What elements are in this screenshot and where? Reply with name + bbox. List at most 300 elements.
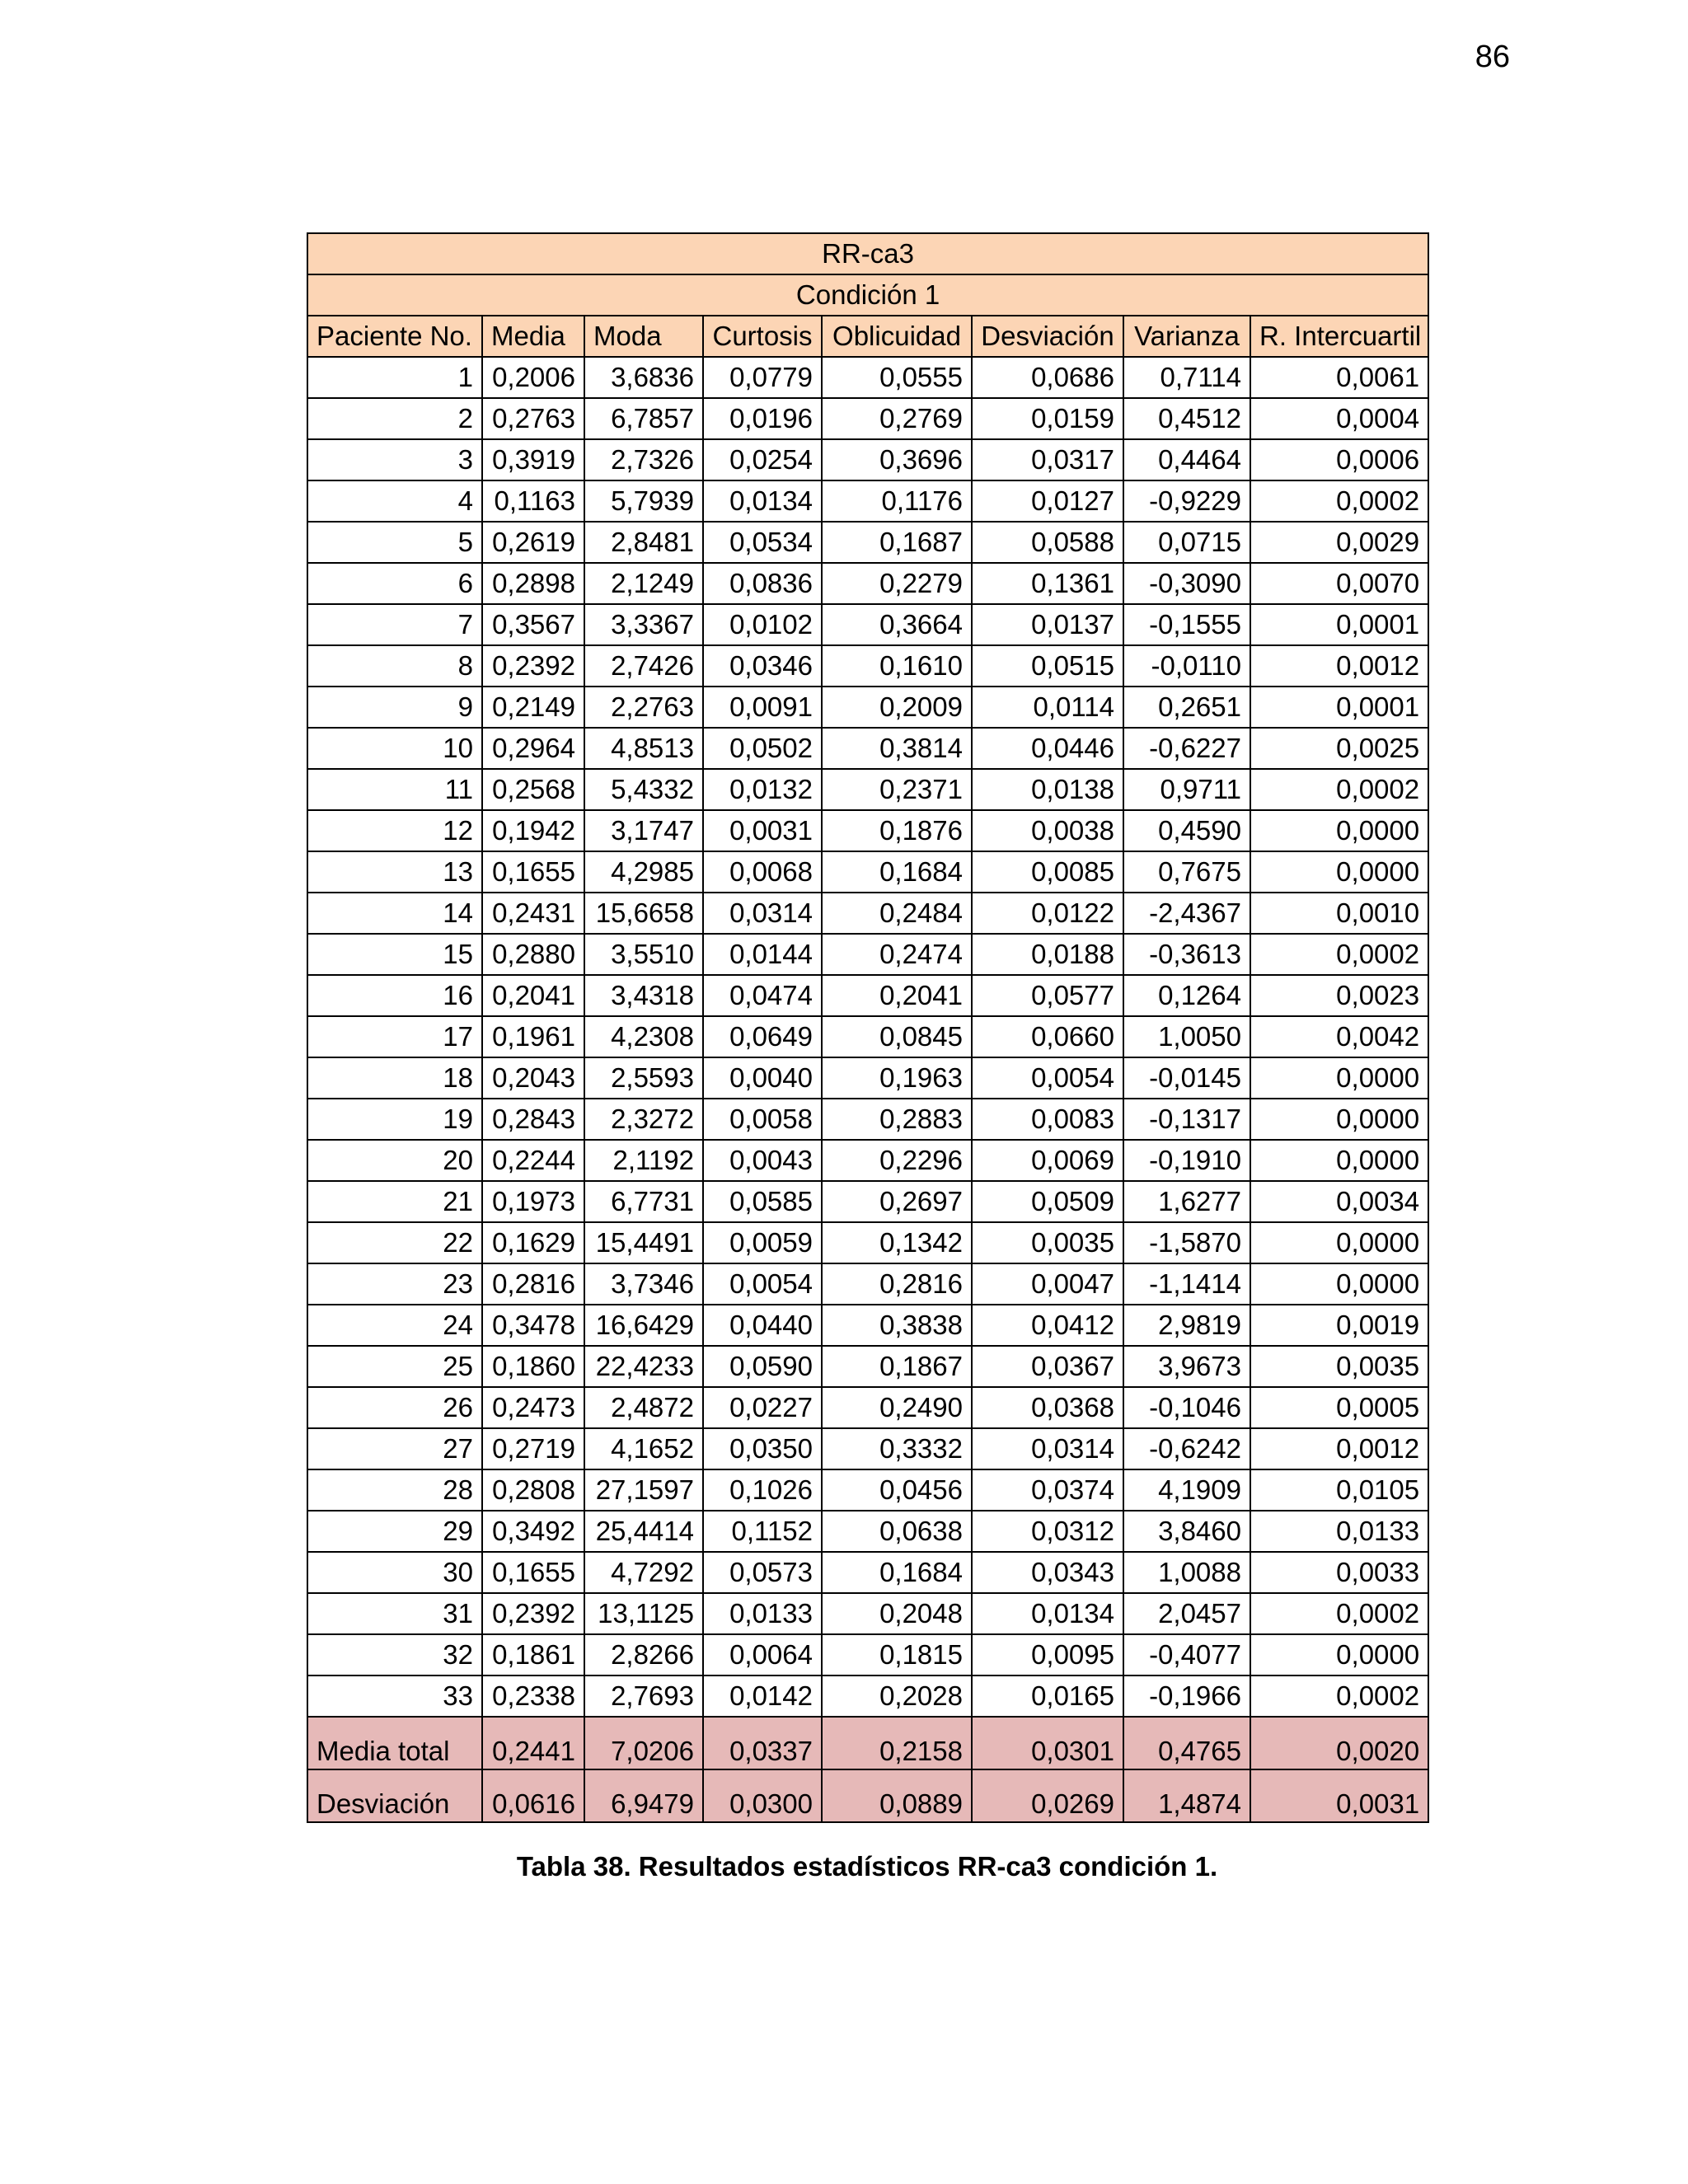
cell-varianza: -0,9229 [1123, 480, 1250, 522]
cell-oblicuidad: 0,3332 [822, 1428, 972, 1469]
header-media: Media [482, 316, 584, 357]
header-oblicuidad: Oblicuidad [822, 316, 972, 357]
table-row [307, 398, 1428, 439]
table-row [307, 1057, 1428, 1099]
cell-desviacion: 0,0368 [972, 1387, 1123, 1428]
cell-oblicuidad: 0,2816 [822, 1263, 972, 1305]
cell-desviacion: 0,0312 [972, 1511, 1123, 1552]
table-row [307, 893, 1428, 934]
summary-cell-curtosis: 0,0337 [703, 1717, 822, 1769]
cell-moda: 4,2308 [584, 1016, 703, 1057]
cell-media: 0,2880 [482, 934, 584, 975]
cell-varianza: 0,7675 [1123, 851, 1250, 893]
cell-curtosis: 0,0054 [703, 1263, 822, 1305]
cell-r-intercuartil: 0,0000 [1250, 1057, 1428, 1099]
table-row [307, 480, 1428, 522]
cell-r-intercuartil: 0,0012 [1250, 1428, 1428, 1469]
cell-curtosis: 0,0134 [703, 480, 822, 522]
cell-oblicuidad: 0,3664 [822, 604, 972, 645]
header-r-intercuartil: R. Intercuartil [1250, 316, 1428, 357]
cell-r-intercuartil: 0,0061 [1250, 357, 1428, 398]
cell-desviacion: 0,0127 [972, 480, 1123, 522]
table-row [307, 769, 1428, 810]
cell-media: 0,1861 [482, 1634, 584, 1675]
cell-desviacion: 0,0122 [972, 893, 1123, 934]
header-desviacion: Desviación [972, 316, 1123, 357]
cell-varianza: -1,1414 [1123, 1263, 1250, 1305]
cell-moda: 4,2985 [584, 851, 703, 893]
cell-media: 0,2041 [482, 975, 584, 1016]
cell-desviacion: 0,0577 [972, 975, 1123, 1016]
cell-r-intercuartil: 0,0000 [1250, 810, 1428, 851]
cell-curtosis: 0,0091 [703, 687, 822, 728]
cell-paciente: 12 [307, 810, 482, 851]
page-number: 86 [1475, 40, 1510, 74]
cell-moda: 3,4318 [584, 975, 703, 1016]
cell-paciente: 24 [307, 1305, 482, 1346]
cell-paciente: 22 [307, 1222, 482, 1263]
cell-curtosis: 0,0133 [703, 1593, 822, 1634]
cell-oblicuidad: 0,3838 [822, 1305, 972, 1346]
cell-oblicuidad: 0,1342 [822, 1222, 972, 1263]
table-caption: Tabla 38. Resultados estadísticos RR-ca3 condición 1. [516, 1851, 1218, 1882]
table-row [307, 1222, 1428, 1263]
cell-media: 0,2431 [482, 893, 584, 934]
cell-r-intercuartil: 0,0033 [1250, 1552, 1428, 1593]
cell-varianza: 2,0457 [1123, 1593, 1250, 1634]
cell-moda: 16,6429 [584, 1305, 703, 1346]
cell-varianza: 0,4464 [1123, 439, 1250, 480]
summary-cell-media: 0,0616 [482, 1769, 584, 1822]
cell-oblicuidad: 0,1815 [822, 1634, 972, 1675]
table-row [307, 1634, 1428, 1675]
cell-r-intercuartil: 0,0023 [1250, 975, 1428, 1016]
cell-media: 0,1961 [482, 1016, 584, 1057]
cell-r-intercuartil: 0,0001 [1250, 687, 1428, 728]
cell-r-intercuartil: 0,0002 [1250, 769, 1428, 810]
cell-varianza: 1,0088 [1123, 1552, 1250, 1593]
cell-desviacion: 0,0509 [972, 1181, 1123, 1222]
cell-media: 0,3567 [482, 604, 584, 645]
table-row [307, 1263, 1428, 1305]
table-row [307, 851, 1428, 893]
cell-media: 0,2006 [482, 357, 584, 398]
table-subtitle-row [307, 274, 1428, 316]
cell-media: 0,3492 [482, 1511, 584, 1552]
cell-oblicuidad: 0,2009 [822, 687, 972, 728]
cell-desviacion: 0,0085 [972, 851, 1123, 893]
cell-varianza: -0,1910 [1123, 1140, 1250, 1181]
cell-oblicuidad: 0,0555 [822, 357, 972, 398]
cell-paciente: 30 [307, 1552, 482, 1593]
table-row [307, 1469, 1428, 1511]
cell-oblicuidad: 0,2041 [822, 975, 972, 1016]
cell-paciente: 8 [307, 645, 482, 687]
cell-moda: 2,7326 [584, 439, 703, 480]
cell-media: 0,2719 [482, 1428, 584, 1469]
table-row [307, 563, 1428, 604]
cell-curtosis: 0,1026 [703, 1469, 822, 1511]
cell-oblicuidad: 0,2697 [822, 1181, 972, 1222]
cell-media: 0,2843 [482, 1099, 584, 1140]
table-row [307, 357, 1428, 398]
stats-table [307, 232, 1429, 1823]
table-row [307, 687, 1428, 728]
cell-paciente: 19 [307, 1099, 482, 1140]
cell-moda: 2,7693 [584, 1675, 703, 1717]
cell-moda: 4,1652 [584, 1428, 703, 1469]
cell-paciente: 10 [307, 728, 482, 769]
cell-varianza: -0,3090 [1123, 563, 1250, 604]
cell-curtosis: 0,0585 [703, 1181, 822, 1222]
cell-r-intercuartil: 0,0002 [1250, 934, 1428, 975]
cell-curtosis: 0,0031 [703, 810, 822, 851]
cell-r-intercuartil: 0,0002 [1250, 1593, 1428, 1634]
cell-desviacion: 0,0047 [972, 1263, 1123, 1305]
cell-paciente: 1 [307, 357, 482, 398]
cell-curtosis: 0,0068 [703, 851, 822, 893]
cell-desviacion: 0,0374 [972, 1469, 1123, 1511]
cell-oblicuidad: 0,1176 [822, 480, 972, 522]
cell-paciente: 15 [307, 934, 482, 975]
cell-varianza: -0,1966 [1123, 1675, 1250, 1717]
cell-oblicuidad: 0,1684 [822, 851, 972, 893]
cell-varianza: -1,5870 [1123, 1222, 1250, 1263]
cell-paciente: 23 [307, 1263, 482, 1305]
cell-r-intercuartil: 0,0042 [1250, 1016, 1428, 1057]
cell-oblicuidad: 0,0845 [822, 1016, 972, 1057]
cell-r-intercuartil: 0,0035 [1250, 1346, 1428, 1387]
cell-media: 0,2043 [482, 1057, 584, 1099]
cell-varianza: 0,9711 [1123, 769, 1250, 810]
cell-curtosis: 0,0132 [703, 769, 822, 810]
cell-desviacion: 0,0660 [972, 1016, 1123, 1057]
cell-varianza: -0,3613 [1123, 934, 1250, 975]
cell-desviacion: 0,0095 [972, 1634, 1123, 1675]
cell-oblicuidad: 0,1687 [822, 522, 972, 563]
cell-paciente: 7 [307, 604, 482, 645]
cell-varianza: -2,4367 [1123, 893, 1250, 934]
summary-cell-r-intercuartil: 0,0031 [1250, 1769, 1428, 1822]
cell-moda: 6,7731 [584, 1181, 703, 1222]
cell-oblicuidad: 0,2769 [822, 398, 972, 439]
cell-curtosis: 0,0573 [703, 1552, 822, 1593]
cell-media: 0,2619 [482, 522, 584, 563]
cell-varianza: 4,1909 [1123, 1469, 1250, 1511]
cell-varianza: 0,2651 [1123, 687, 1250, 728]
cell-oblicuidad: 0,2279 [822, 563, 972, 604]
cell-media: 0,1163 [482, 480, 584, 522]
cell-r-intercuartil: 0,0025 [1250, 728, 1428, 769]
cell-moda: 3,7346 [584, 1263, 703, 1305]
cell-desviacion: 0,0188 [972, 934, 1123, 975]
cell-curtosis: 0,0314 [703, 893, 822, 934]
cell-desviacion: 0,0035 [972, 1222, 1123, 1263]
cell-moda: 15,6658 [584, 893, 703, 934]
cell-oblicuidad: 0,0456 [822, 1469, 972, 1511]
cell-desviacion: 0,0137 [972, 604, 1123, 645]
cell-media: 0,1860 [482, 1346, 584, 1387]
cell-varianza: 2,9819 [1123, 1305, 1250, 1346]
cell-curtosis: 0,0590 [703, 1346, 822, 1387]
cell-r-intercuartil: 0,0002 [1250, 1675, 1428, 1717]
cell-media: 0,2763 [482, 398, 584, 439]
cell-curtosis: 0,0502 [703, 728, 822, 769]
cell-paciente: 13 [307, 851, 482, 893]
table-row [307, 604, 1428, 645]
cell-varianza: -0,6227 [1123, 728, 1250, 769]
cell-r-intercuartil: 0,0010 [1250, 893, 1428, 934]
cell-media: 0,1973 [482, 1181, 584, 1222]
cell-media: 0,2149 [482, 687, 584, 728]
cell-desviacion: 0,0588 [972, 522, 1123, 563]
cell-media: 0,2244 [482, 1140, 584, 1181]
cell-moda: 3,1747 [584, 810, 703, 851]
cell-oblicuidad: 0,3696 [822, 439, 972, 480]
column-header-row [307, 316, 1428, 357]
cell-varianza: -0,0110 [1123, 645, 1250, 687]
cell-oblicuidad: 0,2048 [822, 1593, 972, 1634]
cell-paciente: 20 [307, 1140, 482, 1181]
cell-varianza: 0,1264 [1123, 975, 1250, 1016]
cell-moda: 27,1597 [584, 1469, 703, 1511]
cell-varianza: 0,0715 [1123, 522, 1250, 563]
cell-media: 0,2816 [482, 1263, 584, 1305]
cell-moda: 4,8513 [584, 728, 703, 769]
table-row [307, 1181, 1428, 1222]
summary-cell-desviacion: 0,0301 [972, 1717, 1123, 1769]
cell-paciente: 26 [307, 1387, 482, 1428]
cell-paciente: 14 [307, 893, 482, 934]
cell-desviacion: 0,0686 [972, 357, 1123, 398]
cell-r-intercuartil: 0,0000 [1250, 1263, 1428, 1305]
cell-r-intercuartil: 0,0012 [1250, 645, 1428, 687]
cell-oblicuidad: 0,3814 [822, 728, 972, 769]
cell-paciente: 6 [307, 563, 482, 604]
cell-r-intercuartil: 0,0019 [1250, 1305, 1428, 1346]
cell-paciente: 18 [307, 1057, 482, 1099]
cell-desviacion: 0,0038 [972, 810, 1123, 851]
cell-desviacion: 0,1361 [972, 563, 1123, 604]
cell-moda: 2,5593 [584, 1057, 703, 1099]
cell-varianza: -0,1317 [1123, 1099, 1250, 1140]
cell-paciente: 25 [307, 1346, 482, 1387]
cell-oblicuidad: 0,2490 [822, 1387, 972, 1428]
cell-paciente: 31 [307, 1593, 482, 1634]
table-row [307, 1593, 1428, 1634]
table-title: RR-ca3 [307, 233, 1428, 274]
table-row [307, 439, 1428, 480]
cell-r-intercuartil: 0,0000 [1250, 1140, 1428, 1181]
cell-curtosis: 0,0102 [703, 604, 822, 645]
cell-moda: 3,3367 [584, 604, 703, 645]
cell-paciente: 9 [307, 687, 482, 728]
cell-paciente: 4 [307, 480, 482, 522]
cell-curtosis: 0,0254 [703, 439, 822, 480]
summary-cell-media: 0,2441 [482, 1717, 584, 1769]
cell-varianza: 0,7114 [1123, 357, 1250, 398]
cell-moda: 2,3272 [584, 1099, 703, 1140]
cell-curtosis: 0,0142 [703, 1675, 822, 1717]
summary-cell-desviacion: 0,0269 [972, 1769, 1123, 1822]
cell-moda: 5,7939 [584, 480, 703, 522]
table-row [307, 645, 1428, 687]
cell-r-intercuartil: 0,0133 [1250, 1511, 1428, 1552]
cell-desviacion: 0,0159 [972, 398, 1123, 439]
summary-cell-oblicuidad: 0,0889 [822, 1769, 972, 1822]
cell-paciente: 16 [307, 975, 482, 1016]
table-row [307, 1305, 1428, 1346]
cell-curtosis: 0,0350 [703, 1428, 822, 1469]
cell-moda: 6,7857 [584, 398, 703, 439]
table-row [307, 975, 1428, 1016]
cell-curtosis: 0,0440 [703, 1305, 822, 1346]
cell-paciente: 2 [307, 398, 482, 439]
summary-cell-moda: 7,0206 [584, 1717, 703, 1769]
cell-media: 0,2338 [482, 1675, 584, 1717]
cell-moda: 4,7292 [584, 1552, 703, 1593]
cell-curtosis: 0,0196 [703, 398, 822, 439]
cell-oblicuidad: 0,2371 [822, 769, 972, 810]
cell-oblicuidad: 0,1867 [822, 1346, 972, 1387]
cell-desviacion: 0,0069 [972, 1140, 1123, 1181]
cell-curtosis: 0,0346 [703, 645, 822, 687]
cell-moda: 3,6836 [584, 357, 703, 398]
cell-curtosis: 0,0043 [703, 1140, 822, 1181]
cell-r-intercuartil: 0,0034 [1250, 1181, 1428, 1222]
cell-oblicuidad: 0,2028 [822, 1675, 972, 1717]
cell-moda: 2,7426 [584, 645, 703, 687]
cell-moda: 25,4414 [584, 1511, 703, 1552]
summary-cell-curtosis: 0,0300 [703, 1769, 822, 1822]
cell-paciente: 3 [307, 439, 482, 480]
cell-r-intercuartil: 0,0105 [1250, 1469, 1428, 1511]
cell-desviacion: 0,0165 [972, 1675, 1123, 1717]
cell-varianza: -0,1555 [1123, 604, 1250, 645]
cell-oblicuidad: 0,1963 [822, 1057, 972, 1099]
cell-media: 0,2473 [482, 1387, 584, 1428]
cell-desviacion: 0,0515 [972, 645, 1123, 687]
cell-varianza: 3,9673 [1123, 1346, 1250, 1387]
cell-curtosis: 0,0040 [703, 1057, 822, 1099]
table-row [307, 1675, 1428, 1717]
cell-oblicuidad: 0,2474 [822, 934, 972, 975]
cell-curtosis: 0,1152 [703, 1511, 822, 1552]
cell-moda: 2,8481 [584, 522, 703, 563]
cell-r-intercuartil: 0,0000 [1250, 851, 1428, 893]
cell-varianza: -0,0145 [1123, 1057, 1250, 1099]
cell-paciente: 32 [307, 1634, 482, 1675]
cell-media: 0,1655 [482, 851, 584, 893]
table-row [307, 522, 1428, 563]
cell-media: 0,1629 [482, 1222, 584, 1263]
cell-curtosis: 0,0064 [703, 1634, 822, 1675]
cell-media: 0,3478 [482, 1305, 584, 1346]
table-row [307, 1140, 1428, 1181]
cell-varianza: 0,4512 [1123, 398, 1250, 439]
cell-paciente: 21 [307, 1181, 482, 1222]
cell-paciente: 5 [307, 522, 482, 563]
cell-moda: 2,1249 [584, 563, 703, 604]
cell-curtosis: 0,0779 [703, 357, 822, 398]
cell-desviacion: 0,0412 [972, 1305, 1123, 1346]
table-row [307, 1387, 1428, 1428]
table-row [307, 728, 1428, 769]
cell-moda: 13,1125 [584, 1593, 703, 1634]
cell-varianza: 0,4590 [1123, 810, 1250, 851]
cell-paciente: 11 [307, 769, 482, 810]
cell-moda: 2,8266 [584, 1634, 703, 1675]
table-row [307, 1346, 1428, 1387]
cell-curtosis: 0,0649 [703, 1016, 822, 1057]
header-paciente: Paciente No. [307, 316, 482, 357]
cell-moda: 3,5510 [584, 934, 703, 975]
cell-desviacion: 0,0367 [972, 1346, 1123, 1387]
cell-varianza: -0,1046 [1123, 1387, 1250, 1428]
cell-paciente: 28 [307, 1469, 482, 1511]
cell-r-intercuartil: 0,0005 [1250, 1387, 1428, 1428]
cell-desviacion: 0,0343 [972, 1552, 1123, 1593]
cell-paciente: 17 [307, 1016, 482, 1057]
cell-moda: 15,4491 [584, 1222, 703, 1263]
cell-paciente: 27 [307, 1428, 482, 1469]
cell-desviacion: 0,0083 [972, 1099, 1123, 1140]
cell-r-intercuartil: 0,0001 [1250, 604, 1428, 645]
summary-cell-moda: 6,9479 [584, 1769, 703, 1822]
table-row [307, 1511, 1428, 1552]
cell-media: 0,2392 [482, 645, 584, 687]
cell-curtosis: 0,0836 [703, 563, 822, 604]
header-varianza: Varianza [1123, 316, 1250, 357]
cell-varianza: -0,4077 [1123, 1634, 1250, 1675]
cell-paciente: 29 [307, 1511, 482, 1552]
cell-oblicuidad: 0,2883 [822, 1099, 972, 1140]
cell-media: 0,3919 [482, 439, 584, 480]
table-row [307, 1099, 1428, 1140]
cell-r-intercuartil: 0,0002 [1250, 480, 1428, 522]
cell-moda: 5,4332 [584, 769, 703, 810]
summary-cell-r-intercuartil: 0,0020 [1250, 1717, 1428, 1769]
cell-desviacion: 0,0054 [972, 1057, 1123, 1099]
summary-cell-varianza: 1,4874 [1123, 1769, 1250, 1822]
cell-r-intercuartil: 0,0070 [1250, 563, 1428, 604]
cell-curtosis: 0,0058 [703, 1099, 822, 1140]
cell-oblicuidad: 0,1876 [822, 810, 972, 851]
cell-oblicuidad: 0,0638 [822, 1511, 972, 1552]
cell-moda: 2,4872 [584, 1387, 703, 1428]
cell-moda: 2,2763 [584, 687, 703, 728]
summary-label: Media total [307, 1717, 482, 1769]
cell-r-intercuartil: 0,0000 [1250, 1099, 1428, 1140]
table-row [307, 810, 1428, 851]
cell-varianza: 1,0050 [1123, 1016, 1250, 1057]
cell-media: 0,2568 [482, 769, 584, 810]
cell-desviacion: 0,0134 [972, 1593, 1123, 1634]
cell-r-intercuartil: 0,0029 [1250, 522, 1428, 563]
cell-r-intercuartil: 0,0004 [1250, 398, 1428, 439]
table-title-row [307, 233, 1428, 274]
table-row [307, 1016, 1428, 1057]
cell-paciente: 33 [307, 1675, 482, 1717]
cell-curtosis: 0,0474 [703, 975, 822, 1016]
cell-oblicuidad: 0,1684 [822, 1552, 972, 1593]
table-row [307, 1428, 1428, 1469]
cell-r-intercuartil: 0,0000 [1250, 1634, 1428, 1675]
cell-moda: 22,4233 [584, 1346, 703, 1387]
cell-curtosis: 0,0059 [703, 1222, 822, 1263]
summary-row-media-total [307, 1717, 1428, 1769]
cell-media: 0,2898 [482, 563, 584, 604]
